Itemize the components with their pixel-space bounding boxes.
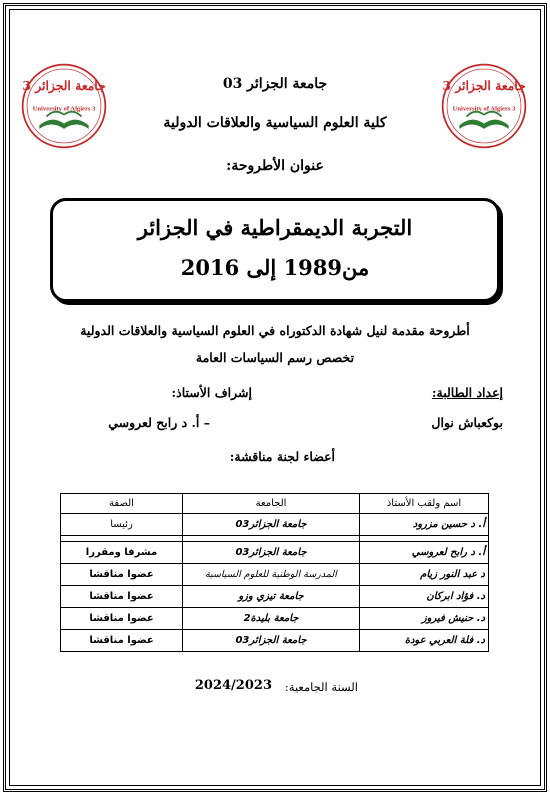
member-role: عضوا مناقشا (61, 586, 183, 608)
member-university: جامعة الجزائر03 (183, 542, 360, 564)
committee-header-row (61, 494, 489, 514)
member-role: مشرفا ومقررا (61, 542, 183, 564)
member-university: جامعة الجزائر03 (183, 630, 360, 652)
header-university: الجامعة (183, 494, 360, 514)
member-role: عضوا مناقشا (61, 608, 183, 630)
thesis-title-line2: من1989 إلى 2016 (180, 255, 370, 280)
header-role: الصفة (61, 494, 183, 514)
table-row (61, 630, 489, 652)
table-row (61, 564, 489, 586)
member-name: أ. د رابح لعروسي (360, 542, 489, 564)
student-name: بوكعباش نوال (431, 415, 503, 430)
committee-table (60, 493, 489, 652)
thesis-title-box (50, 198, 500, 302)
member-university: جامعة الجزائر03 (183, 514, 360, 536)
table-row (61, 586, 489, 608)
member-name: د. فلة العربي عودة (360, 630, 489, 652)
member-role: رئيسا (61, 514, 183, 536)
header-name: اسم ولقب الأستاذ (360, 494, 489, 514)
member-name: د عبد النور زيام (360, 564, 489, 586)
thesis-title-label: عنوان الأطروحة: (226, 158, 324, 174)
member-name: د. فؤاد ابركان (360, 586, 489, 608)
thesis-title-line1: التجربة الديمقراطية في الجزائر (137, 215, 413, 240)
member-university: جامعة بليدة2 (183, 608, 360, 630)
member-name: د. حنيش فيروز (360, 608, 489, 630)
committee-label: أعضاء لجنة مناقشة: (229, 449, 335, 464)
logo-arabic-text: جامعة الجزائر 3 (22, 78, 106, 94)
supervisor-label: إشراف الأستاذ: (171, 385, 252, 400)
university-name: جامعة الجزائر 03 (222, 76, 328, 92)
academic-year-label: السنة الجامعية: (284, 680, 358, 694)
table-row (61, 542, 489, 564)
supervisor-name: – أ. د رابح لعروسي (108, 415, 210, 430)
logo-english-text: University of Algiers 3 (452, 105, 516, 113)
thesis-description: أطروحة مقدمة لنيل شهادة الدكتوراه في العلوم السياسية والعلاقات الدولية (80, 323, 470, 338)
specialization: تخصص رسم السياسات العامة (195, 350, 355, 365)
member-role: عضوا مناقشا (61, 564, 183, 586)
logo-english-text: University of Algiers 3 (32, 105, 96, 113)
student-label: إعداد الطالبة: (431, 385, 503, 400)
table-row (61, 514, 489, 536)
logo-arabic-text: جامعة الجزائر 3 (442, 78, 526, 94)
member-role: عضوا مناقشا (61, 630, 183, 652)
member-name: أ. د حسين مزرود (360, 514, 489, 536)
member-university: المدرسة الوطنية للعلوم السياسية (183, 564, 360, 586)
academic-year-value: 2024/2023 (194, 678, 272, 693)
member-university: جامعة تيزي وزو (183, 586, 360, 608)
table-row (61, 608, 489, 630)
faculty-name: كلية العلوم السياسية والعلاقات الدولية (163, 115, 387, 131)
